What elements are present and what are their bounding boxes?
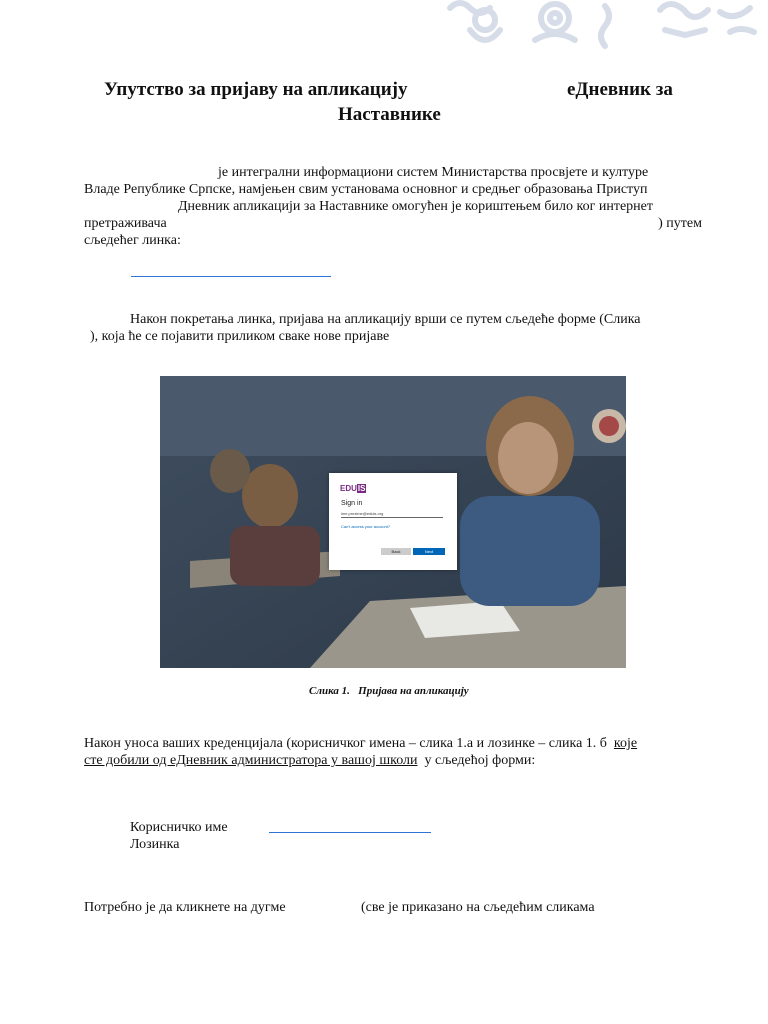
para3-line-1-underlined: које (613, 736, 638, 751)
document-title-line1: Упутство за пријаву на апликацију (104, 79, 408, 100)
email-input[interactable]: ime.prezime@eduis.org (341, 511, 443, 518)
login-link[interactable] (131, 276, 331, 277)
username-label: Корисничко име (130, 820, 228, 835)
eduis-logo-text: EDU (340, 484, 357, 493)
para3-line-2 (84, 752, 535, 769)
intro-line-4-right: ) путем (658, 216, 702, 231)
para2-line-2: ), која ће се појавити приликом сваке нове пријаве (90, 329, 390, 344)
intro-line-5: сљедећег линка: (84, 233, 181, 248)
sign-in-dialog (329, 473, 457, 570)
next-button[interactable]: Next (413, 548, 445, 555)
para4-left: Потребно је да кликнете на дугме (84, 900, 286, 915)
para4-right: (све је приказано на сљедећим сликама (361, 900, 595, 915)
document-title-line2: Наставнике (338, 104, 441, 125)
eduis-logo-box: IS (357, 484, 366, 493)
figure-caption-text: Пријава на апликацију (358, 685, 469, 697)
intro-line-4 (84, 215, 702, 232)
login-screenshot-figure (160, 376, 626, 668)
decorative-watermark-pattern (430, 0, 768, 60)
back-button[interactable]: Back (381, 548, 411, 555)
document-title-line1-right: еДневник за (567, 79, 673, 100)
para2-line-1: Након покретања линка, пријава на апликацију врши се путем сљедеће форме (Слика (130, 312, 641, 327)
username-field-line (269, 832, 431, 833)
intro-line-1: је интегрални информациони систем Министарства просвјете и културе (218, 165, 649, 180)
para3-line-2-underlined: сте добили од еДневник администратора у вашој школи (84, 753, 418, 768)
para3-line-2-rest: у сљедећој форми: (424, 753, 536, 768)
cant-access-link[interactable]: Can't access your account? (341, 524, 391, 529)
figure-caption-number: Слика 1. (309, 685, 350, 697)
intro-line-4-left: претраживача (84, 216, 167, 231)
para3-line-1 (84, 735, 637, 752)
para3-line-1-text: Након уноса ваших креденцијала (корисничког имена – слика 1.а и лозинке – слика 1. б (84, 736, 607, 751)
password-label: Лозинка (130, 837, 180, 852)
sign-in-heading: Sign in (341, 500, 363, 507)
eduis-logo (340, 484, 366, 493)
intro-line-2: Владе Републике Српске, намјењен свим установама основног и средњег образовања Приступ (84, 182, 648, 197)
intro-line-3: Дневник апликацији за Наставнике омогућен је кориштењем било ког интернет (178, 199, 653, 214)
figure-caption (309, 685, 469, 697)
